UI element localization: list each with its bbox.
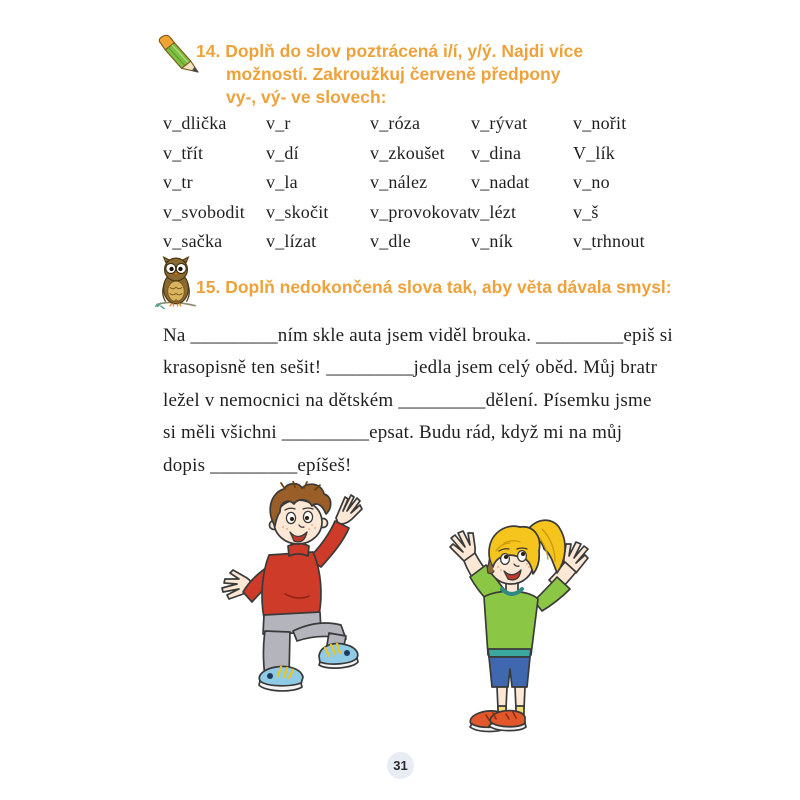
boy-illustration: [205, 481, 421, 714]
paragraph-line: krasopisně ten sešit! _________jedla jsem celý oběd. Můj bratr: [163, 357, 658, 379]
word-cell: v_lízat: [266, 231, 317, 251]
exercise-14-word-grid: [163, 113, 645, 261]
word-cell: v_trhnout: [573, 231, 645, 251]
word-cell: v_sačka: [163, 231, 223, 251]
exercise-15-title: Doplň nedokončená slova tak, aby věta dávala smysl:: [225, 277, 672, 297]
word-cell: v_nadat: [471, 172, 530, 192]
word-cell: v_dle: [370, 231, 411, 251]
word-cell: v_r: [266, 113, 291, 133]
word-cell: v_lézt: [471, 201, 517, 222]
word-cell: v_zkoušet: [370, 142, 445, 163]
word-cell: v_rývat: [471, 113, 528, 133]
word-cell: v_róza: [370, 113, 421, 133]
word-cell: v_dina: [471, 142, 522, 163]
exercise-15-heading: [196, 276, 716, 299]
word-cell: v_dlička: [163, 113, 227, 133]
exercise-14-number: 14.: [196, 41, 221, 61]
exercise-15-number: 15.: [196, 277, 221, 297]
paragraph-line: ležel v nemocnici na dětském _________dělení. Písemku jsme: [163, 389, 652, 411]
exercise-14-title-line2: možností. Zakroužkuj červeně předpony: [226, 64, 561, 84]
word-cell: v_š: [573, 201, 599, 222]
paragraph-line: si měli všichni _________epsat. Budu rád, když mi na můj: [163, 422, 623, 444]
word-cell: v_ník: [471, 231, 514, 251]
pencil-icon: [155, 33, 200, 75]
paragraph-line: Na _________ním skle auta jsem viděl brouka. _________epiš si: [163, 325, 673, 346]
page-number: 31: [387, 752, 414, 779]
girl-illustration: [430, 509, 644, 745]
paragraph-line: dopis _________epíšeš!: [163, 454, 352, 476]
word-cell: v_la: [266, 172, 298, 192]
word-cell: v_nořit: [573, 113, 627, 133]
word-cell: v_tr: [163, 172, 193, 192]
exercise-14-title-line3: vy-, vý- ve slovech:: [226, 87, 387, 107]
word-cell: v_provokovat: [370, 201, 473, 222]
word-cell: v_no: [573, 172, 610, 192]
word-cell: v_skočit: [266, 201, 329, 222]
exercise-15-paragraph: [163, 320, 673, 482]
word-cell: V_lík: [573, 142, 616, 163]
word-cell: v_třít: [163, 142, 204, 163]
exercise-14-title-line1: Doplň do slov poztrácená i/í, y/ý. Najdi více: [225, 41, 584, 61]
word-cell: v_dí: [266, 142, 299, 163]
owl-icon: [154, 256, 198, 310]
word-cell: v_nález: [370, 172, 428, 192]
exercise-14-heading: [196, 40, 616, 109]
word-cell: v_svobodit: [163, 201, 246, 222]
